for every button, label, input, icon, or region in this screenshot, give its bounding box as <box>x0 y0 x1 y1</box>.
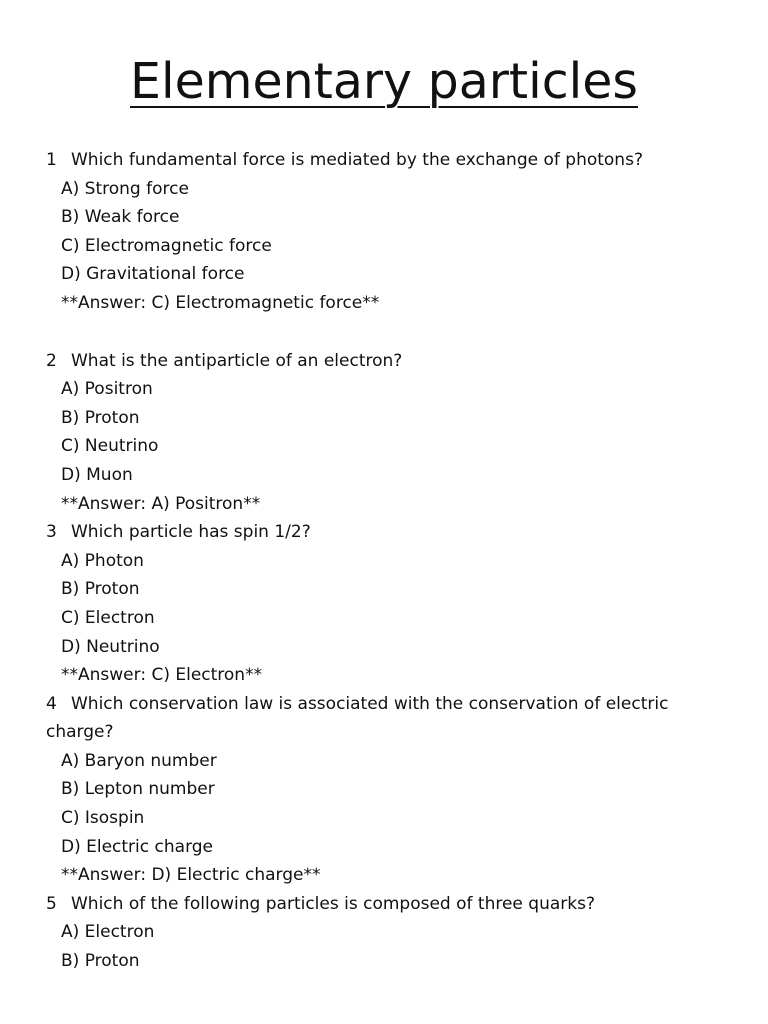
question-number: 4 <box>46 693 57 714</box>
answer-option: C) Electromagnetic force <box>61 235 272 256</box>
answer-option: C) Isospin <box>61 808 145 829</box>
question-3 <box>46 518 726 690</box>
correct-answer: **Answer: D) Electric charge** <box>61 865 321 886</box>
question-number: 5 <box>46 893 57 914</box>
question-text: 3 Which particle has spin 1/2? <box>46 518 726 547</box>
question-text: 1 Which fundamental force is mediated by the exchange of photons? <box>46 146 726 175</box>
question-text: 2 What is the antiparticle of an electron? <box>46 347 726 376</box>
spacer <box>46 318 726 347</box>
answer-option: B) Proton <box>61 407 140 428</box>
answer-option: B) Proton <box>61 951 140 972</box>
answer-option: A) Electron <box>61 922 155 943</box>
answer-option: A) Baryon number <box>61 750 217 771</box>
answer-option: A) Positron <box>61 379 153 400</box>
answer-option: D) Gravitational force <box>61 264 245 285</box>
correct-answer: **Answer: C) Electron** <box>61 665 263 686</box>
answer-option: C) Neutrino <box>61 436 159 457</box>
question-1 <box>46 146 726 318</box>
question-number: 1 <box>46 150 57 170</box>
answer-option: D) Neutrino <box>61 636 160 657</box>
correct-answer: **Answer: A) Positron** <box>61 493 261 514</box>
document-title <box>0 47 768 117</box>
answer-option: B) Lepton number <box>61 779 215 800</box>
answer-option: A) Photon <box>61 550 144 571</box>
quiz-content <box>46 146 726 976</box>
question-number: 2 <box>46 350 57 371</box>
answer-option: D) Muon <box>61 464 133 485</box>
answer-option: B) Weak force <box>61 207 180 228</box>
question-4 <box>46 690 726 890</box>
answer-option: D) Electric charge <box>61 836 214 857</box>
question-2 <box>46 347 726 519</box>
question-5 <box>46 890 726 976</box>
question-number: 3 <box>46 522 57 543</box>
question-text: 5 Which of the following particles is composed of three quarks? <box>46 890 726 919</box>
answer-option: A) Strong force <box>61 178 189 199</box>
correct-answer: **Answer: C) Electromagnetic force** <box>61 292 380 313</box>
document-title-text: Elementary particles <box>130 53 638 110</box>
answer-option: C) Electron <box>61 607 155 628</box>
answer-option: B) Proton <box>61 579 140 600</box>
question-text: 4 Which conservation law is associated with the conservation of electric charge? <box>46 690 726 747</box>
